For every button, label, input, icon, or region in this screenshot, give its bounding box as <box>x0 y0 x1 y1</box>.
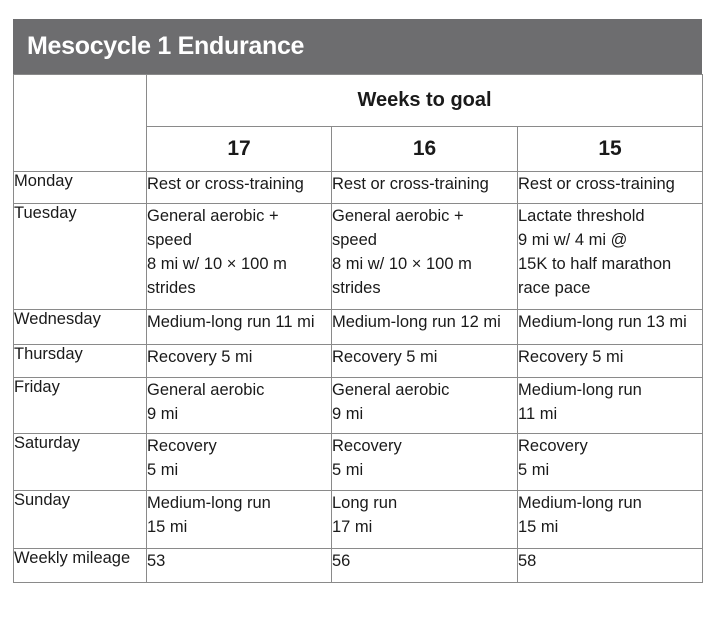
table-row <box>14 491 703 549</box>
table-row <box>14 434 703 491</box>
workout-cell: Rest or cross-training <box>518 172 703 204</box>
day-label: Wednesday <box>14 310 147 345</box>
day-label: Monday <box>14 172 147 204</box>
mileage-cell: 56 <box>332 549 518 583</box>
workout-cell: Long run 17 mi <box>332 491 518 549</box>
header-row-weeks <box>14 75 703 127</box>
workout-cell: General aerobic + speed 8 mi w/ 10 × 100 m strides <box>147 204 332 310</box>
weeks-to-goal-header: Weeks to goal <box>147 75 703 127</box>
table-row <box>14 204 703 310</box>
week-number-header: 16 <box>332 127 518 172</box>
mileage-cell: 58 <box>518 549 703 583</box>
training-table <box>13 74 703 583</box>
day-label: Friday <box>14 378 147 434</box>
workout-cell: Recovery 5 mi <box>332 345 518 378</box>
table-row <box>14 549 703 583</box>
mileage-cell: 53 <box>147 549 332 583</box>
table-row <box>14 310 703 345</box>
workout-cell: Recovery 5 mi <box>518 345 703 378</box>
day-label: Weekly mileage <box>14 549 147 583</box>
workout-cell: Recovery 5 mi <box>518 434 703 491</box>
day-label: Tuesday <box>14 204 147 310</box>
workout-cell: General aerobic 9 mi <box>147 378 332 434</box>
table-row <box>14 172 703 204</box>
table-row <box>14 378 703 434</box>
workout-cell: Medium-long run 15 mi <box>518 491 703 549</box>
week-number-header: 15 <box>518 127 703 172</box>
workout-cell: Medium-long run 13 mi <box>518 310 703 345</box>
title-bar <box>13 19 702 74</box>
workout-cell: Medium-long run 12 mi <box>332 310 518 345</box>
week-number-header: 17 <box>147 127 332 172</box>
workout-cell: Medium-long run 15 mi <box>147 491 332 549</box>
day-label: Sunday <box>14 491 147 549</box>
workout-cell: Medium-long run 11 mi <box>147 310 332 345</box>
table-title: Mesocycle 1 Endurance <box>27 32 305 60</box>
workout-cell: Medium-long run 11 mi <box>518 378 703 434</box>
workout-cell: Rest or cross-training <box>332 172 518 204</box>
workout-cell: General aerobic + speed 8 mi w/ 10 × 100 m strides <box>332 204 518 310</box>
workout-cell: Recovery 5 mi <box>332 434 518 491</box>
day-label: Thursday <box>14 345 147 378</box>
table-row <box>14 345 703 378</box>
empty-corner-cell <box>14 75 147 172</box>
workout-cell: Recovery 5 mi <box>147 345 332 378</box>
workout-cell: Recovery 5 mi <box>147 434 332 491</box>
workout-cell: Lactate threshold 9 mi w/ 4 mi @ 15K to half marathon race pace <box>518 204 703 310</box>
workout-cell: General aerobic 9 mi <box>332 378 518 434</box>
workout-cell: Rest or cross-training <box>147 172 332 204</box>
day-label: Saturday <box>14 434 147 491</box>
